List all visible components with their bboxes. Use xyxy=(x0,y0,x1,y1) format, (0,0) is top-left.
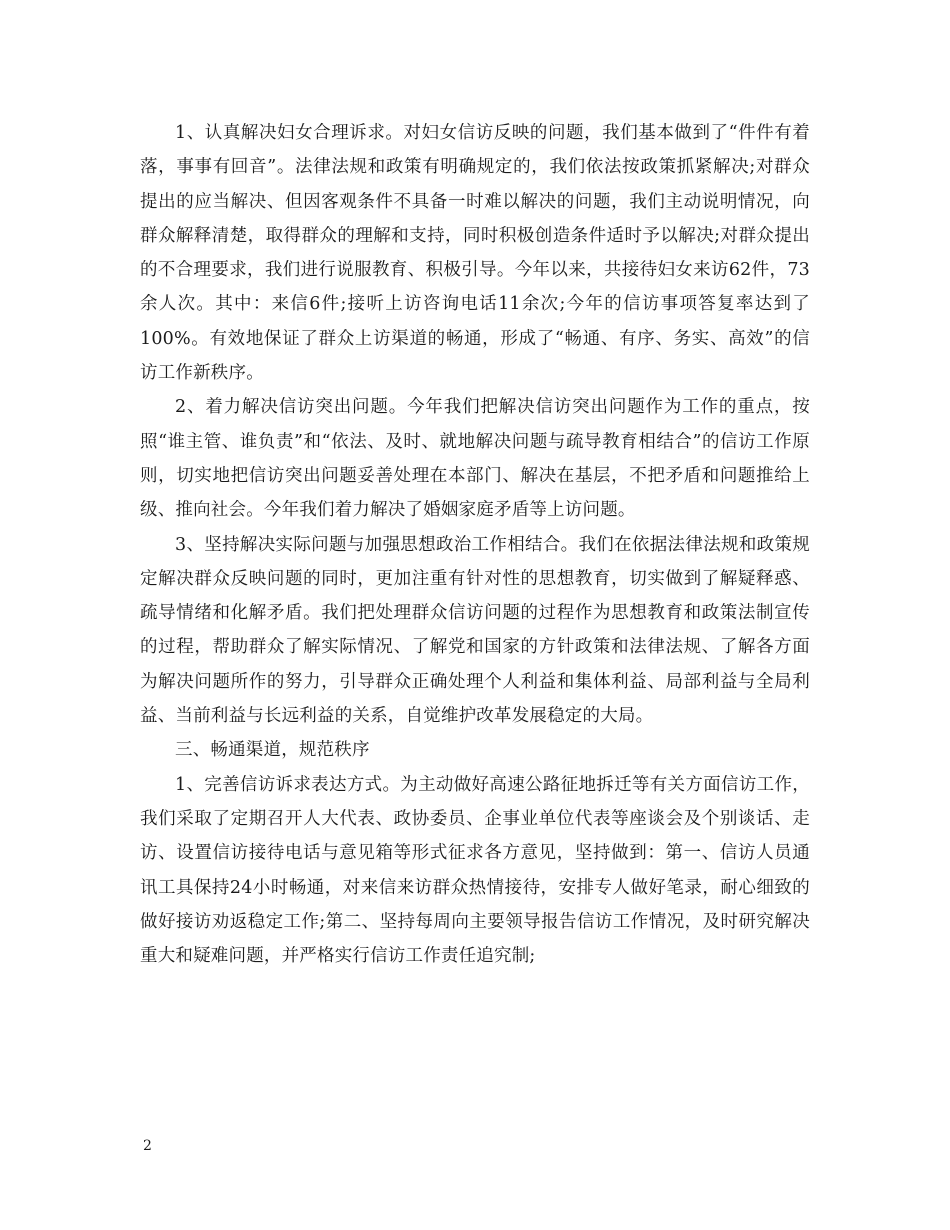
paragraph-4: 1、完善信访诉求表达方式。为主动做好高速公路征地拆迁等有关方面信访工作，我们采取了定期召开人大代表、政协委员、企事业单位代表等座谈会及个别谈话、走访、设置信访接待电话与意见箱等形式征求各方意见，坚持做到：第一、信访人员通讯工具保持24小时畅通，对来信来访群众热情接待，安排专人做好笔录，耐心细致的做好接访劝返稳定工作;第二、坚持每周向主要领导报告信访工作情况，及时研究解决重大和疑难问题，并严格实行信访工作责任追究制; xyxy=(140,774,810,967)
paragraph-2: 2、着力解决信访突出问题。今年我们把解决信访突出问题作为工作的重点，按照“谁主管、谁负责”和“依法、及时、就地解决问题与疏导教育相结合”的信访工作原则，切实地把信访突出问题妥善处理在本部门、解决在基层，不把矛盾和问题推给上级、推向社会。今年我们着力解决了婚姻家庭矛盾等上访问题。 xyxy=(140,397,810,521)
paragraph-3: 3、坚持解决实际问题与加强思想政治工作相结合。我们在依据法律法规和政策规定解决群众反映问题的同时，更加注重有针对性的思想教育，切实做到了解疑释惑、疏导情绪和化解矛盾。我们把处理群众信访问题的过程作为思想教育和政策法制宣传的过程，帮助群众了解实际情况、了解党和国家的方针政策和法律法规、了解各方面为解决问题所作的努力，引导群众正确处理个人利益和集体利益、局部利益与全局利益、当前利益与长远利益的关系，自觉维护改革发展稳定的大局。 xyxy=(140,534,810,727)
page-number: 2 xyxy=(143,1138,152,1154)
document-body xyxy=(140,116,810,973)
paragraph-1: 1、认真解决妇女合理诉求。对妇女信访反映的问题，我们基本做到了“件件有着落，事事有回音”。法律法规和政策有明确规定的，我们依法按政策抓紧解决;对群众提出的应当解决、但因客观条件不具备一时难以解决的问题，我们主动说明情况，向群众解释清楚，取得群众的理解和支持，同时积极创造条件适时予以解决;对群众提出的不合理要求，我们进行说服教育、积极引导。今年以来，共接待妇女来访62件，73余人次。其中：来信6件;接听上访咨询电话11余次;今年的信访事项答复率达到了100%。有效地保证了群众上访渠道的畅通，形成了“畅通、有序、务实、高效”的信访工作新秩序。 xyxy=(140,123,810,384)
section-heading: 三、畅通渠道，规范秩序 xyxy=(175,740,370,761)
